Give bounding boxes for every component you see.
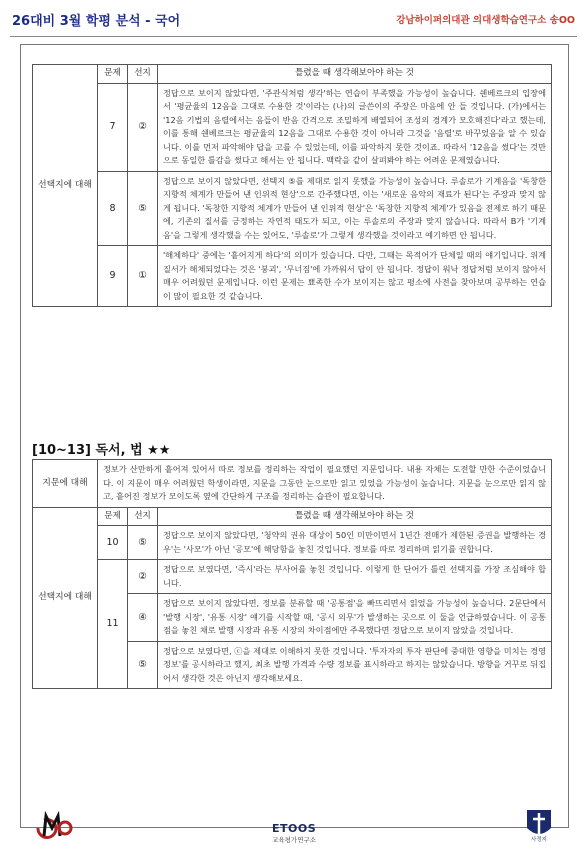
table-row: [33, 171, 552, 246]
question-number: 9: [98, 246, 128, 307]
question-number: 7: [98, 83, 128, 171]
col-header-review: 틀렸을 때 생각해보아야 하는 것: [158, 65, 552, 84]
analysis-table-1: [32, 64, 552, 307]
etoos-logo: [272, 822, 316, 844]
passage-label: 지문에 대해: [33, 460, 98, 508]
table-row: [33, 560, 552, 594]
review-text: 정답으로 보이지 않았다면, '청약의 권유 대상이 50인 미만이면서 1년간 전매가 제한된 증권을 발행하는 경우'는 '사모'가 아닌 '공모'에 해당함을 놓친 것입니다. 정보를 따로 정리하며 읽기를 권합니다.: [158, 526, 552, 560]
col-header-option: 선지: [128, 507, 158, 526]
col-header-review: 틀렸을 때 생각해보아야 하는 것: [158, 507, 552, 526]
school-crest-text: 사정지: [531, 837, 547, 842]
passage-text: 정보가 산만하게 흩어져 있어서 따로 정보를 정리하는 작업이 필요했던 지문입니다. 내용 자체는 도전할 만한 수준이었습니다. 이 지문이 매우 어려웠던 학생이라면, 지문을 그동안 눈으로만 읽고 있었을 가능성이 높습니다. 지문을 눈으로만 읽지 않고, 흩어진 정보가 모이도록 옆에 간단하게 구조를 정리하는 습관이 필요합니다.: [98, 460, 552, 508]
review-text: 정답으로 보이지 않았다면, 선택지 ⑤를 제대로 읽지 못했을 가능성이 높습니다. 루솔로가 기계음을 '독창한 지향적 체계가 만들어 낸 인위적 현상'으로 간주했다면, 이는 '새로운 음악의 재료가 된다'는 주장과 맞지 않게 됩니다. '독창한 지향적 체계가 만들어 낸 인위적 현상'은 '독창한 지향적 체계'가 있음을 전제로 하기 때문에, 기존의 질서를 긍정하는 자연적 태도가 되고, 이는 루솔로의 주장과 맞지 않습니다. 따라서 B가 '기계음'을 그렇게 생각했을 수는 있어도, '루솔로'가 그렇게 생각했을 것이라고 예기하면 안 됩니다.: [158, 171, 552, 246]
review-text: '해체하다' 중에는 '흩어지게 하다'의 의미가 있습니다. 다만, 그때는 목적어가 단체일 때의 얘기입니다. 위계질서가 해체되었다는 것은 '붕괴', '무너짐'에 가까워서 답이 안 됩니다. 정답이 워낙 정답처럼 보이지 않아서 매우 어려웠던 문제입니다. 이런 문제는 뾰족한 수가 보이지는 않고 평소에 사전을 찾아보며 공부하는 연습이 많이 필요한 것 같습니다.: [158, 246, 552, 307]
table-row: [33, 246, 552, 307]
organization-label: [396, 12, 575, 26]
review-text: 정답으로 보였다면, ⓒ을 제대로 이해하지 못한 것입니다. '투자자의 투자 판단에 중대한 영향을 미치는 경영 정보'를 공시하라고 했지, 최초 발행 가격과 수량 정보를 표시하라고 하지는 않았습니다. 방향을 거꾸로 뒤집어서 생각한 것은 아닌지 생각해보세요.: [158, 641, 552, 689]
page-header: [12, 10, 575, 34]
header-divider: [10, 36, 577, 37]
option-number: ⑤: [128, 171, 158, 246]
etoos-logo-text: ETOOS: [272, 822, 317, 835]
category-cell: 선택지에 대해: [33, 65, 98, 307]
question-number: 11: [98, 560, 128, 689]
option-number: ①: [128, 246, 158, 307]
option-number: ⑤: [128, 526, 158, 560]
author-name: 송OO: [549, 15, 575, 26]
option-number: ④: [128, 594, 158, 642]
col-header-option: 선지: [128, 65, 158, 84]
analysis-table-2: [32, 459, 552, 689]
etoos-logo-sub: 교육평가연구소: [272, 836, 317, 844]
table-row: [33, 526, 552, 560]
page-title: 26대비 3월 학평 분석 - 국어: [12, 14, 181, 29]
page-footer: [0, 822, 587, 849]
col-header-question: 문제: [98, 507, 128, 526]
table-row: [33, 83, 552, 171]
passage-row: [33, 460, 552, 508]
cmo-medis-logo: [28, 806, 74, 846]
option-number: ②: [128, 83, 158, 171]
question-number: 10: [98, 526, 128, 560]
option-number: ②: [128, 560, 158, 594]
organization-name: 강남하이퍼의대관 의대생학습연구소: [396, 15, 547, 26]
question-number: 8: [98, 171, 128, 246]
review-text: 정답으로 보이지 않았다면, '주관식처럼 생각'하는 연습이 부족했을 가능성이 높습니다. 쉔베르크의 입장에서 '평균율의 12음을 그대로 수용한 것'이라는 (나)의 글쓴이의 주장은 마음에 안 들 것입니다. (가)에서는 '12음 기법의 음렬에서는 음들이 반음 간격으로 조밀하게 배열되어 조성의 경계가 모호해진다'라고 했는데, 이를 통해 쉔베르크는 평균율의 12음을 그대로 수용한 것이 아니라 그것을 '음렬'로 바꾸었음을 알 수 있습니다. 이를 먼저 파악해야 답을 고를 수 있었는데, 이를 파악하지 못한 것이죠. 따라서 '12음을 썼다'는 것만으로 동일한 틀감을 썼다고 해서는 안 됩니다. 맥락을 같이 살펴봐야 하는 어려운 문제였습니다.: [158, 83, 552, 171]
section-heading: [10~13] 독서, 법 ★★: [32, 443, 171, 458]
category-cell: 선택지에 대해: [33, 507, 98, 689]
review-text: 정답으로 보이지 않았다면, 정보를 분류할 때 '공통점'을 빠뜨리면서 읽었을 가능성이 높습니다. 2문단에서 '발행 시장', '유통 시장' 얘기를 시작할 때, '공시 의무'가 발생하는 곳으로 이 둘을 언급하였습니다. 이 공통점을 놓친 채로 발행 시장과 유통 시장의 차이점에만 주목했다면 정답으로 보이지 않았을 것입니다.: [158, 594, 552, 642]
school-crest-logo: [524, 808, 554, 842]
review-text: 정답으로 보였다면, '즉시'라는 부사어를 놓친 것입니다. 이렇게 한 단어가 틀린 선택지를 가장 조심해야 합니다.: [158, 560, 552, 594]
col-header-question: 문제: [98, 65, 128, 84]
option-number: ⑤: [128, 641, 158, 689]
